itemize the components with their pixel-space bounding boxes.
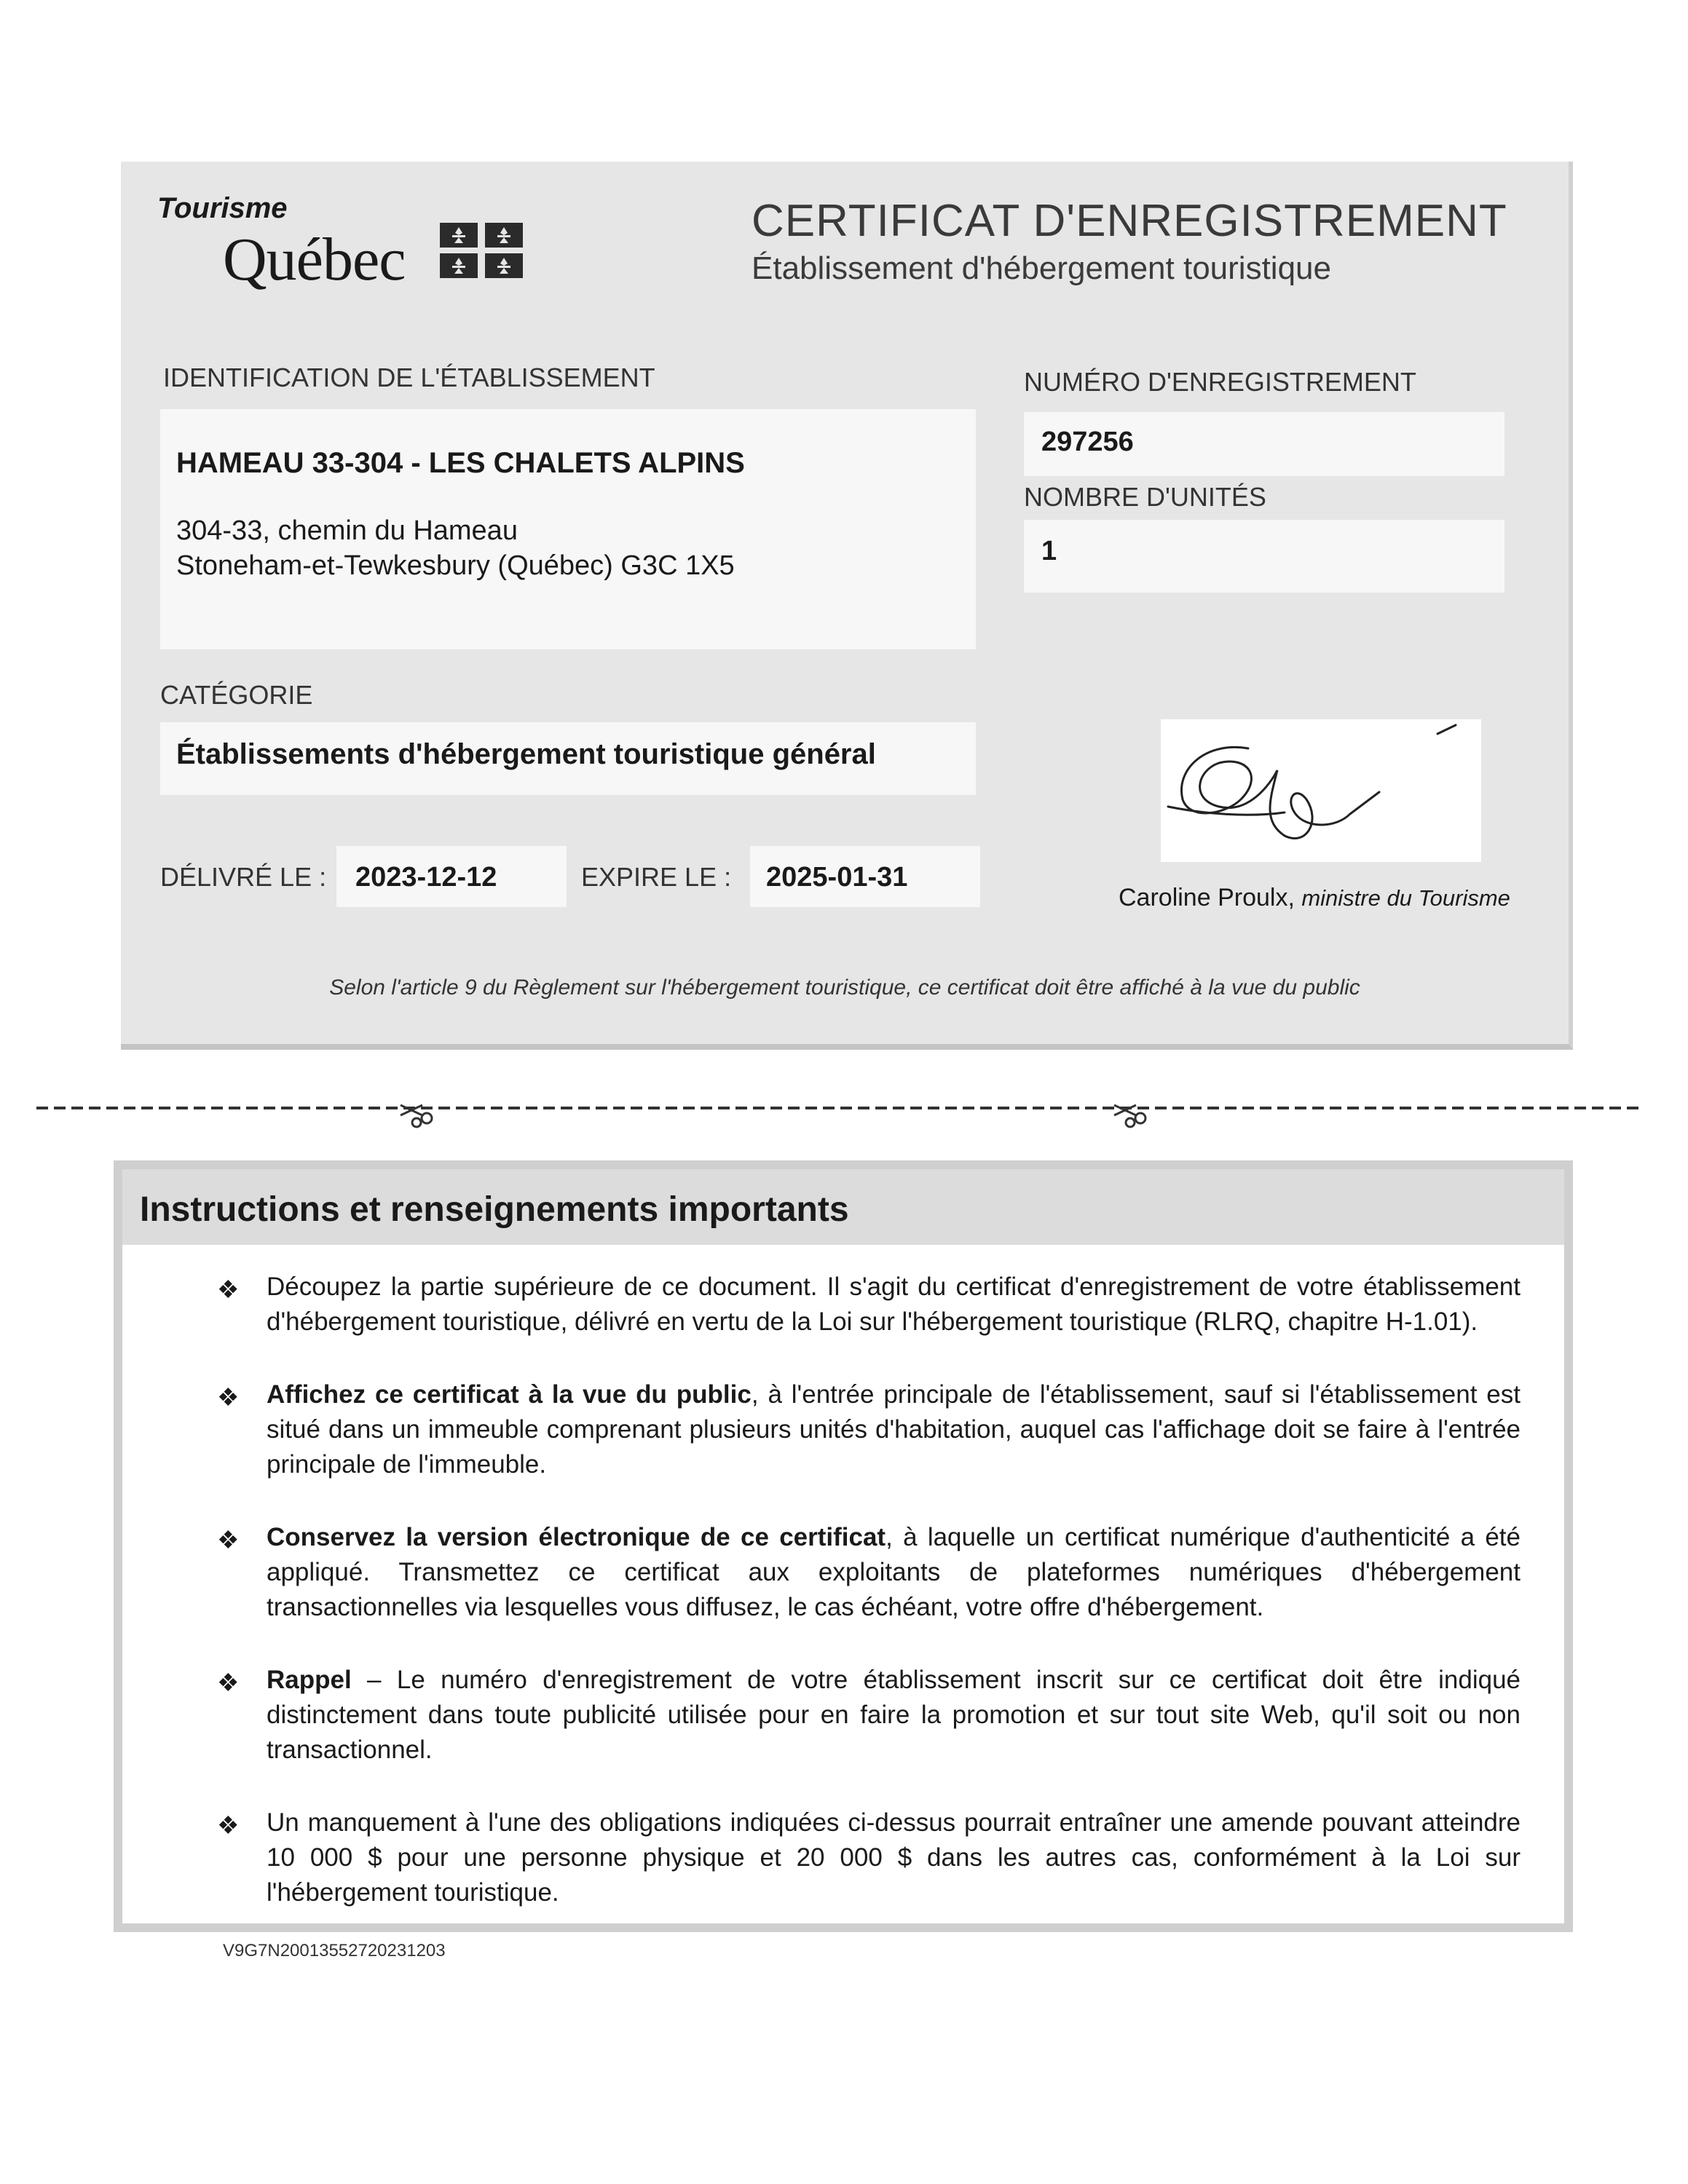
certificate-title: CERTIFICAT D'ENREGISTREMENT — [752, 196, 1507, 246]
instruction-item — [217, 1270, 1521, 1340]
instructions-list — [217, 1270, 1521, 1948]
registration-number: 297256 — [1041, 427, 1134, 457]
address-line1: 304-33, chemin du Hameau — [176, 515, 518, 546]
signature-box — [1161, 719, 1481, 862]
diamond-bullet-icon: ❖ — [217, 1276, 240, 1304]
certificate — [121, 162, 1573, 1050]
instruction-item — [217, 1663, 1521, 1768]
signatory-name: Caroline Proulx, — [1119, 884, 1295, 911]
instruction-item — [217, 1805, 1521, 1910]
expires-date: 2025-01-31 — [766, 862, 908, 893]
diamond-bullet-icon: ❖ — [217, 1669, 240, 1697]
instruction-item — [217, 1377, 1521, 1482]
category-value: Établissements d'hébergement touristique général — [176, 738, 876, 770]
registration-label: NUMÉRO D'ENREGISTREMENT — [1024, 367, 1416, 397]
instruction-bold: Affichez ce certificat à la vue du public — [267, 1380, 752, 1409]
units-box — [1024, 520, 1504, 593]
issued-date: 2023-12-12 — [355, 862, 497, 893]
units-label: NOMBRE D'UNITÉS — [1024, 482, 1266, 512]
instruction-bold: Conservez la version électronique de ce certificat — [267, 1523, 886, 1551]
certificate-subtitle: Établissement d'hébergement touristique — [752, 250, 1331, 286]
instruction-item — [217, 1520, 1521, 1625]
signature-image — [1161, 719, 1481, 862]
instructions-panel — [114, 1160, 1573, 1932]
instructions-title: Instructions et renseignements importants — [140, 1190, 849, 1229]
quebec-flag-icon — [440, 223, 523, 278]
instruction-text: Un manquement à l'une des obligations indiquées ci-dessus pourrait entraîner une amende pouvant atteindre 10 000 $ pour une personne physique et 20 000 $ dans les autres cas, conformément à la Loi sur l'hébergement touristique. — [267, 1808, 1521, 1907]
instruction-text: , à l'entrée principale de l'établissement, sauf si l'établissement est situé dans un immeuble comprenant plusieurs unités d'habitation, auquel cas l'affichage doit se faire à l'entrée principale de l'immeuble. — [267, 1380, 1521, 1479]
diamond-bullet-icon: ❖ — [217, 1384, 240, 1412]
diamond-bullet-icon: ❖ — [217, 1812, 240, 1840]
units-value: 1 — [1041, 536, 1057, 566]
signatory-title: ministre du Tourisme — [1301, 885, 1510, 911]
instruction-text: – Le numéro d'enregistrement de votre établissement inscrit sur ce certificat doit être indiqué distinctement dans toute publicité utilisée pour en faire la promotion et sur tout site Web, qu'il soit ou non transactionnel. — [267, 1666, 1521, 1764]
logo-tourisme-text: Tourisme — [157, 192, 288, 224]
instruction-bold: Rappel — [267, 1666, 352, 1694]
expires-label: EXPIRE LE : — [581, 862, 732, 892]
establishment-name: HAMEAU 33-304 - LES CHALETS ALPINS — [176, 447, 745, 479]
instruction-text: , à laquelle un certificat numérique d'authenticité a été appliqué. Transmettez ce certificat aux exploitants de plateformes numériques d'hébergement transactionnelles via lesquelles vous diffusez, le cas échéant, votre offre d'hébergement. — [267, 1523, 1521, 1621]
instruction-text: Découpez la partie supérieure de ce document. Il s'agit du certificat d'enregistrement de votre établissement d'hébergement touristique, délivré en vertu de la Loi sur l'hébergement touristique (RLRQ, chapitre H-1.01). — [267, 1273, 1521, 1336]
logo-quebec-text: Québec — [223, 226, 406, 293]
signatory — [1119, 884, 1510, 912]
diamond-bullet-icon: ❖ — [217, 1527, 240, 1554]
instructions-header — [122, 1169, 1564, 1245]
issued-label: DÉLIVRÉ LE : — [160, 862, 327, 892]
identification-label: IDENTIFICATION DE L'ÉTABLISSEMENT — [163, 363, 655, 392]
category-label: CATÉGORIE — [160, 680, 313, 710]
address-line2: Stoneham-et-Tewkesbury (Québec) G3C 1X5 — [176, 550, 735, 581]
cut-line — [36, 1099, 1638, 1128]
display-notice: Selon l'article 9 du Règlement sur l'hébergement touristique, ce certificat doit être affiché à la vue du public — [329, 976, 1360, 1000]
document-code: V9G7N20013552720231203 — [223, 1941, 446, 1961]
